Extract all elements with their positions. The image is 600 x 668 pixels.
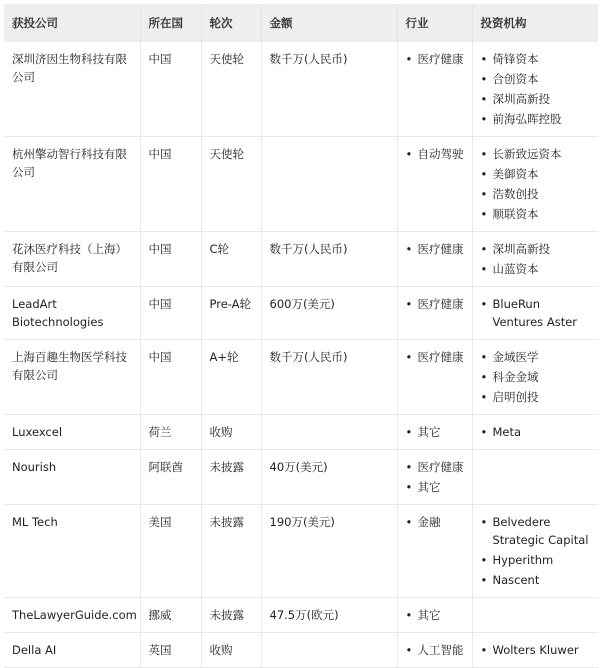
cell-investors xyxy=(472,598,598,633)
cell-amount: 600万(美元) xyxy=(261,287,397,340)
cell-amount: 数千万(人民币) xyxy=(261,340,397,415)
industry-item: • 医疗健康 xyxy=(406,458,464,476)
cell-country: 中国 xyxy=(140,340,201,415)
table-row xyxy=(4,633,598,668)
cell-company: LeadArt Biotechnologies xyxy=(4,287,140,340)
cell-country: 中国 xyxy=(140,42,201,137)
industry-item: • 其它 xyxy=(406,606,464,624)
industry-item: • 医疗健康 xyxy=(406,50,464,68)
cell-company: 上海百趣生物医学科技有限公司 xyxy=(4,340,140,415)
header-country: 所在国 xyxy=(140,4,201,42)
industry-item: • 医疗健康 xyxy=(406,348,464,366)
cell-round: 收购 xyxy=(201,633,261,668)
industry-list xyxy=(406,458,464,496)
industry-item: • 自动驾驶 xyxy=(406,145,464,163)
cell-company: 深圳济因生物科技有限公司 xyxy=(4,42,140,137)
investors-item: • 前海弘晖控股 xyxy=(481,110,591,128)
cell-country: 中国 xyxy=(140,232,201,287)
investors-item: • BlueRun Ventures Aster xyxy=(481,295,591,331)
table-row xyxy=(4,450,598,505)
cell-round: C轮 xyxy=(201,232,261,287)
cell-round: 未披露 xyxy=(201,505,261,598)
cell-round: A+轮 xyxy=(201,340,261,415)
investors-item: • 金域医学 xyxy=(481,348,591,366)
cell-investors xyxy=(472,287,598,340)
industry-list xyxy=(406,295,464,313)
cell-investors xyxy=(472,340,598,415)
cell-country: 美国 xyxy=(140,505,201,598)
investors-item: • Meta xyxy=(481,423,591,441)
cell-industry xyxy=(397,505,472,598)
header-investors: 投资机构 xyxy=(472,4,598,42)
cell-round: 收购 xyxy=(201,415,261,450)
industry-item: • 医疗健康 xyxy=(406,240,464,258)
cell-industry xyxy=(397,415,472,450)
cell-country: 阿联酋 xyxy=(140,450,201,505)
header-round: 轮次 xyxy=(201,4,261,42)
cell-company: 花沐医疗科技（上海）有限公司 xyxy=(4,232,140,287)
cell-round: Pre-A轮 xyxy=(201,287,261,340)
cell-amount: 数千万(人民币) xyxy=(261,232,397,287)
investors-item: • 深圳高新投 xyxy=(481,90,591,108)
industry-item: • 其它 xyxy=(406,423,464,441)
investors-list xyxy=(481,423,591,441)
cell-industry xyxy=(397,42,472,137)
investors-list xyxy=(481,145,591,223)
investors-item: • Hyperithm xyxy=(481,551,591,569)
investors-item: • Belvedere Strategic Capital xyxy=(481,513,591,549)
industry-item: • 其它 xyxy=(406,478,464,496)
header-company: 获投公司 xyxy=(4,4,140,42)
cell-investors xyxy=(472,415,598,450)
investors-list xyxy=(481,641,591,659)
cell-investors xyxy=(472,137,598,232)
cell-industry xyxy=(397,137,472,232)
investors-list xyxy=(481,513,591,589)
table-row xyxy=(4,287,598,340)
cell-company: TheLawyerGuide.com xyxy=(4,598,140,633)
cell-industry xyxy=(397,450,472,505)
cell-industry xyxy=(397,232,472,287)
investment-table xyxy=(4,4,598,668)
industry-list xyxy=(406,513,464,531)
industry-list xyxy=(406,348,464,366)
table-header-row xyxy=(4,4,598,42)
cell-country: 荷兰 xyxy=(140,415,201,450)
cell-company: ML Tech xyxy=(4,505,140,598)
cell-industry xyxy=(397,633,472,668)
industry-list xyxy=(406,240,464,258)
cell-investors xyxy=(472,450,598,505)
investors-item: • 深圳高新投 xyxy=(481,240,591,258)
investors-item: • 科金金域 xyxy=(481,368,591,386)
cell-amount: 40万(美元) xyxy=(261,450,397,505)
header-amount: 金额 xyxy=(261,4,397,42)
industry-list xyxy=(406,606,464,624)
investors-list xyxy=(481,348,591,406)
cell-investors xyxy=(472,42,598,137)
cell-company: Luxexcel xyxy=(4,415,140,450)
investors-item: • 浩数创投 xyxy=(481,185,591,203)
industry-item: • 医疗健康 xyxy=(406,295,464,313)
table-row xyxy=(4,505,598,598)
cell-industry xyxy=(397,598,472,633)
investors-item: • 美御资本 xyxy=(481,165,591,183)
industry-item: • 人工智能 xyxy=(406,641,464,659)
cell-round: 未披露 xyxy=(201,598,261,633)
industry-list xyxy=(406,50,464,68)
cell-company: 杭州擎动智行科技有限公司 xyxy=(4,137,140,232)
cell-country: 挪威 xyxy=(140,598,201,633)
table-row xyxy=(4,415,598,450)
industry-item: • 金融 xyxy=(406,513,464,531)
cell-industry xyxy=(397,340,472,415)
cell-country: 中国 xyxy=(140,287,201,340)
investors-item: • Nascent xyxy=(481,571,591,589)
cell-round: 未披露 xyxy=(201,450,261,505)
cell-company: Della AI xyxy=(4,633,140,668)
investors-item: • 倚锋资本 xyxy=(481,50,591,68)
investors-list xyxy=(481,295,591,331)
table-row xyxy=(4,232,598,287)
industry-list xyxy=(406,641,464,659)
industry-list xyxy=(406,423,464,441)
cell-amount: 数千万(人民币) xyxy=(261,42,397,137)
cell-investors xyxy=(472,232,598,287)
cell-round: 天使轮 xyxy=(201,42,261,137)
table-row xyxy=(4,42,598,137)
investors-list xyxy=(481,240,591,278)
cell-industry xyxy=(397,287,472,340)
cell-investors xyxy=(472,633,598,668)
investors-item: • 合创资本 xyxy=(481,70,591,88)
investors-item: • 启明创投 xyxy=(481,388,591,406)
industry-list xyxy=(406,145,464,163)
cell-investors xyxy=(472,505,598,598)
investors-item: • 山蓝资本 xyxy=(481,260,591,278)
table-row xyxy=(4,340,598,415)
cell-country: 英国 xyxy=(140,633,201,668)
investors-item: • Wolters Kluwer xyxy=(481,641,591,659)
cell-amount xyxy=(261,415,397,450)
header-industry: 行业 xyxy=(397,4,472,42)
cell-country: 中国 xyxy=(140,137,201,232)
cell-amount xyxy=(261,137,397,232)
cell-amount xyxy=(261,633,397,668)
cell-amount: 190万(美元) xyxy=(261,505,397,598)
investors-item: • 长新致远资本 xyxy=(481,145,591,163)
cell-round: 天使轮 xyxy=(201,137,261,232)
cell-company: Nourish xyxy=(4,450,140,505)
table-row xyxy=(4,598,598,633)
table-row xyxy=(4,137,598,232)
cell-amount: 47.5万(欧元) xyxy=(261,598,397,633)
investors-item: • 顺联资本 xyxy=(481,205,591,223)
investors-list xyxy=(481,50,591,128)
